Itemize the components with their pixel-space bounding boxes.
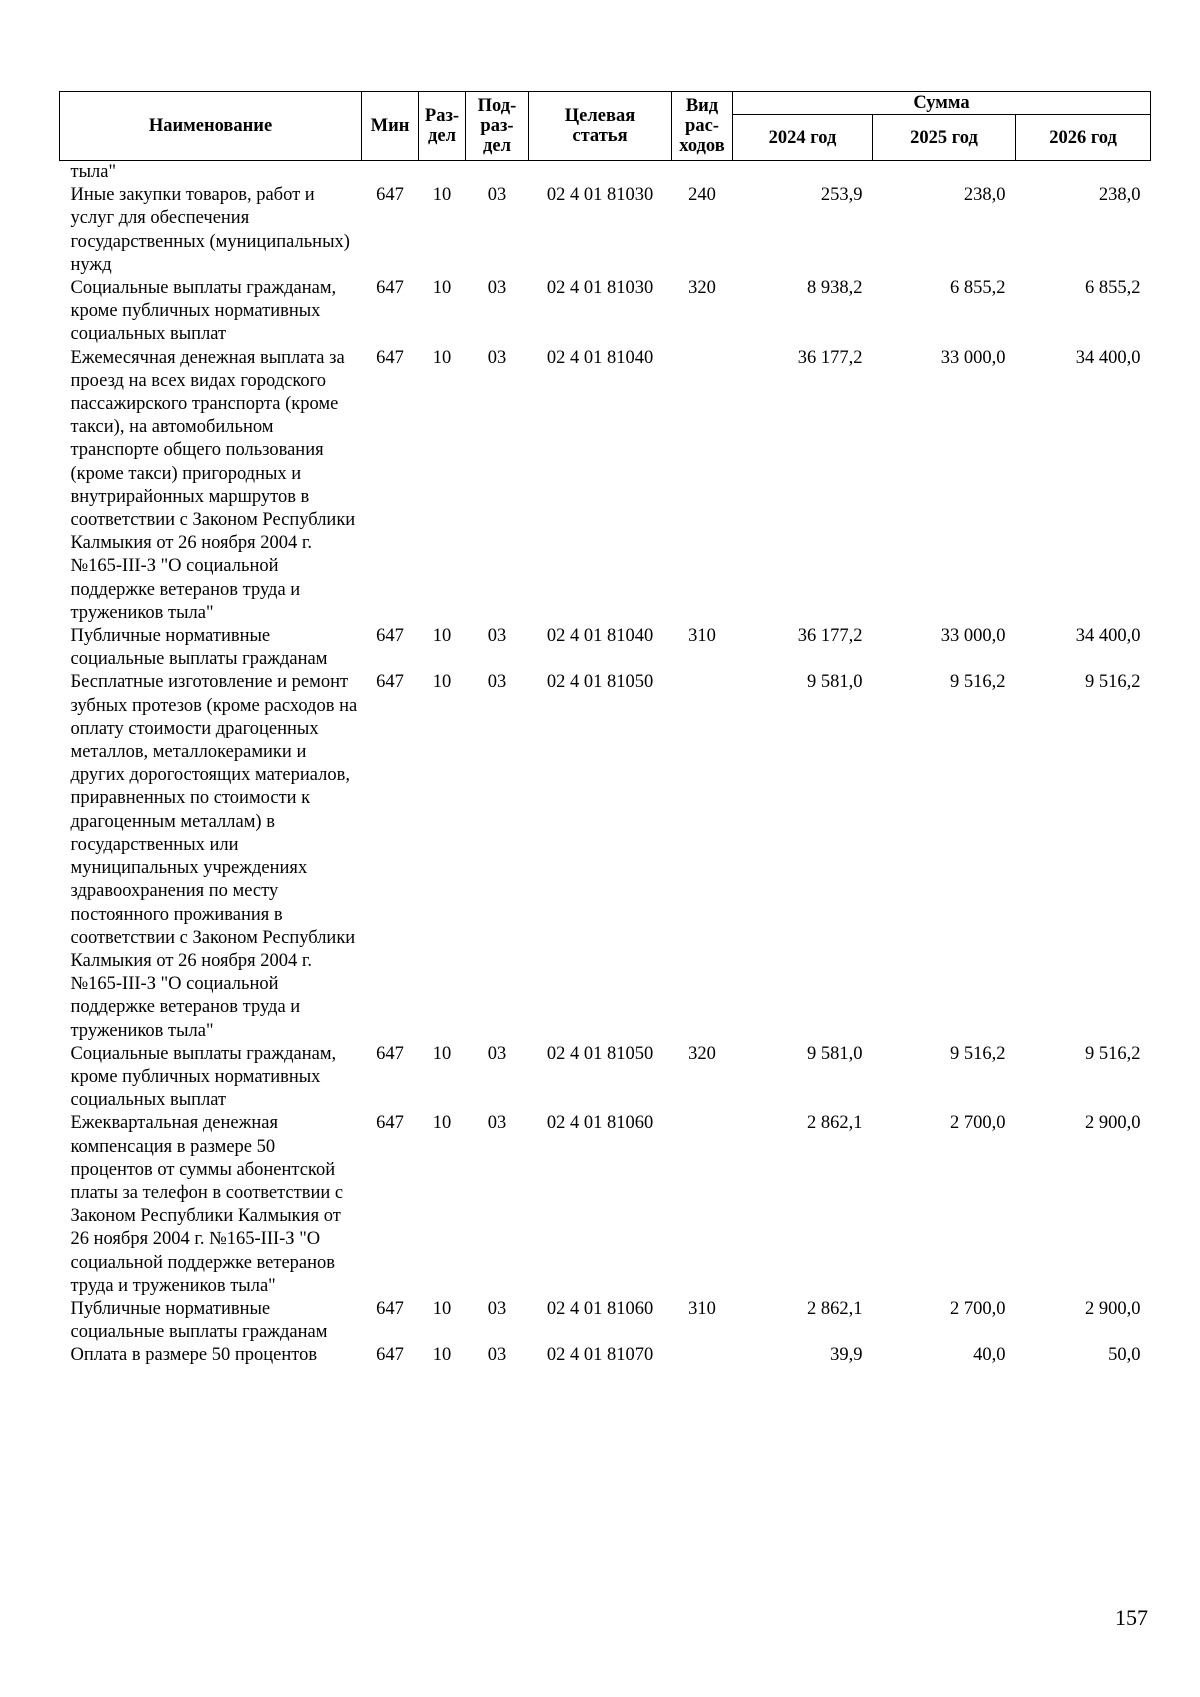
row-sum-2026: 50,0 xyxy=(1108,1345,1141,1366)
row-name: Публичные нормативные социальные выплаты гражданам xyxy=(70,626,328,670)
row-name: Иные закупки товаров, работ и услуг для обеспечения государственных (муниципальных) нужд xyxy=(70,185,350,275)
row-razdel: 10 xyxy=(432,626,452,647)
header-year-2025: 2025 год xyxy=(873,115,1016,161)
row-sum-2024: 8 938,2 xyxy=(807,278,863,299)
row-celevaya-statya: 02 4 01 81070 xyxy=(546,1345,654,1366)
table-row xyxy=(60,1298,1151,1344)
row-sum-2026: 2 900,0 xyxy=(1085,1113,1141,1134)
row-sum-2025: 33 000,0 xyxy=(940,347,1006,368)
row-sum-2024: 9 581,0 xyxy=(807,672,863,693)
row-sum-2024: 39,9 xyxy=(830,1345,863,1366)
row-sum-2026: 9 516,2 xyxy=(1085,672,1141,693)
row-podrazdel: 03 xyxy=(487,185,507,206)
row-vid-rashodov: 310 xyxy=(688,626,716,647)
row-min: 647 xyxy=(376,185,404,206)
row-podrazdel: 03 xyxy=(487,278,507,299)
row-sum-2025: 9 516,2 xyxy=(950,672,1006,693)
row-name: тыла" xyxy=(70,162,117,182)
row-sum-2025: 33 000,0 xyxy=(940,626,1006,647)
row-sum-2025: 238,0 xyxy=(963,185,1006,206)
row-razdel: 10 xyxy=(432,185,452,206)
table-row xyxy=(60,1112,1151,1298)
row-sum-2025: 6 855,2 xyxy=(950,278,1006,299)
row-vid-rashodov xyxy=(672,1112,733,1298)
row-sum-2024: 2 862,1 xyxy=(807,1298,863,1319)
header-summa: Сумма xyxy=(733,92,1151,115)
row-vid-rashodov xyxy=(672,347,733,625)
table-row xyxy=(60,671,1151,1042)
row-celevaya-statya: 02 4 01 81030 xyxy=(546,278,654,299)
budget-table xyxy=(59,91,1151,1368)
table-row xyxy=(60,161,1151,185)
row-sum-2026: 9 516,2 xyxy=(1085,1043,1141,1064)
row-sum-2026: 238,0 xyxy=(1098,185,1141,206)
header-name: Наименование xyxy=(60,92,362,161)
row-min: 647 xyxy=(376,347,404,368)
row-sum-2026: 34 400,0 xyxy=(1075,347,1141,368)
row-sum-2025: 9 516,2 xyxy=(950,1043,1006,1064)
table-row xyxy=(60,1344,1151,1367)
row-celevaya-statya: 02 4 01 81050 xyxy=(546,672,654,693)
row-celevaya-statya: 02 4 01 81040 xyxy=(546,626,654,647)
table-row xyxy=(60,277,1151,347)
row-celevaya-statya: 02 4 01 81050 xyxy=(546,1043,654,1064)
row-razdel: 10 xyxy=(432,1298,452,1319)
row-min: 647 xyxy=(376,1043,404,1064)
row-vid-rashodov: 320 xyxy=(688,278,716,299)
row-sum-2025: 2 700,0 xyxy=(950,1298,1006,1319)
row-name: Ежемесячная денежная выплата за проезд на всех видах городского пассажирского транспорта (кроме такси), на автомобильном транспорте общего пользования (кроме такси) пригородных и внутрирайонных маршрутов в соответствии с Законом Республики Калмыкия от 26 ноября 2004 г. №165-III-З "О социальной поддержке ветеранов труда и тружеников тыла" xyxy=(70,347,356,623)
row-min xyxy=(362,161,419,185)
row-min: 647 xyxy=(376,672,404,693)
row-vid-rashodov: 240 xyxy=(688,185,716,206)
row-razdel: 10 xyxy=(432,672,452,693)
row-sum-2026: 6 855,2 xyxy=(1085,278,1141,299)
row-vid-rashodov: 310 xyxy=(688,1298,716,1319)
row-sum-2024: 9 581,0 xyxy=(807,1043,863,1064)
row-celevaya-statya: 02 4 01 81030 xyxy=(546,185,654,206)
page-number: 157 xyxy=(1115,1605,1148,1630)
row-vid-rashodov xyxy=(672,1344,733,1367)
header-celevaya-statya: Целевая статья xyxy=(529,92,672,161)
header-year-2026: 2026 год xyxy=(1016,115,1151,161)
row-sum-2026 xyxy=(1016,161,1151,185)
row-podrazdel: 03 xyxy=(487,1113,507,1134)
row-sum-2024: 2 862,1 xyxy=(807,1113,863,1134)
row-celevaya-statya xyxy=(529,161,672,185)
table-row xyxy=(60,625,1151,671)
row-min: 647 xyxy=(376,626,404,647)
row-razdel: 10 xyxy=(432,1043,452,1064)
row-razdel: 10 xyxy=(432,278,452,299)
row-sum-2026: 2 900,0 xyxy=(1085,1298,1141,1319)
row-min: 647 xyxy=(376,1345,404,1366)
row-sum-2025 xyxy=(873,161,1016,185)
row-celevaya-statya: 02 4 01 81040 xyxy=(546,347,654,368)
table-row xyxy=(60,347,1151,625)
row-podrazdel: 03 xyxy=(487,1298,507,1319)
row-name: Оплата в размере 50 процентов xyxy=(70,1345,318,1366)
row-name: Ежеквартальная денежная компенсация в размере 50 процентов от суммы абонентской платы за телефон в соответствии с Законом Республики Калмыкия от 26 ноября 2004 г. №165-III-З "О социальной поддержке ветеранов труда и тружеников тыла" xyxy=(70,1113,344,1296)
row-celevaya-statya: 02 4 01 81060 xyxy=(546,1298,654,1319)
row-min: 647 xyxy=(376,1298,404,1319)
row-sum-2025: 2 700,0 xyxy=(950,1113,1006,1134)
header-podrazdel: Под- раз- дел xyxy=(466,92,529,161)
row-min: 647 xyxy=(376,278,404,299)
row-sum-2025: 40,0 xyxy=(973,1345,1006,1366)
row-podrazdel: 03 xyxy=(487,626,507,647)
row-razdel: 10 xyxy=(432,1113,452,1134)
row-vid-rashodov: 320 xyxy=(688,1043,716,1064)
header-min: Мин xyxy=(362,92,419,161)
row-podrazdel xyxy=(466,161,529,185)
row-vid-rashodov xyxy=(672,161,733,185)
header-vid-rashodov: Вид рас- ходов xyxy=(672,92,733,161)
row-celevaya-statya: 02 4 01 81060 xyxy=(546,1113,654,1134)
table-header xyxy=(60,92,1151,161)
row-sum-2024: 36 177,2 xyxy=(797,347,863,368)
header-razdel: Раз- дел xyxy=(419,92,466,161)
row-name: Бесплатные изготовление и ремонт зубных протезов (кроме расходов на оплату стоимости драгоценных металлов, металлокерамики и других дорогостоящих материалов, приравненных по стоимости к драгоценным металлам) в государственных или муниципальных учреждениях здравоохранения по месту постоянного проживания в соответствии с Законом Республики Калмыкия от 26 ноября 2004 г. №165-III-З "О социальной поддержке ветеранов труда и тружеников тыла" xyxy=(70,672,358,1041)
row-sum-2024: 36 177,2 xyxy=(797,626,863,647)
header-year-2024: 2024 год xyxy=(733,115,873,161)
row-name: Публичные нормативные социальные выплаты гражданам xyxy=(70,1298,328,1343)
row-min: 647 xyxy=(376,1113,404,1134)
row-razdel xyxy=(419,161,466,185)
row-vid-rashodov xyxy=(672,671,733,1042)
row-razdel: 10 xyxy=(432,1345,452,1366)
row-name: Социальные выплаты гражданам, кроме публичных нормативных социальных выплат xyxy=(70,278,337,345)
row-podrazdel: 03 xyxy=(487,1043,507,1064)
row-podrazdel: 03 xyxy=(487,1345,507,1366)
row-sum-2026: 34 400,0 xyxy=(1075,626,1141,647)
row-sum-2024: 253,9 xyxy=(820,185,863,206)
table-body xyxy=(60,161,1151,1368)
table-row xyxy=(60,1043,1151,1113)
row-sum-2024 xyxy=(733,161,873,185)
row-razdel: 10 xyxy=(432,347,452,368)
row-name: Социальные выплаты гражданам, кроме публичных нормативных социальных выплат xyxy=(70,1043,337,1111)
table-row xyxy=(60,184,1151,277)
row-podrazdel: 03 xyxy=(487,347,507,368)
row-podrazdel: 03 xyxy=(487,672,507,693)
